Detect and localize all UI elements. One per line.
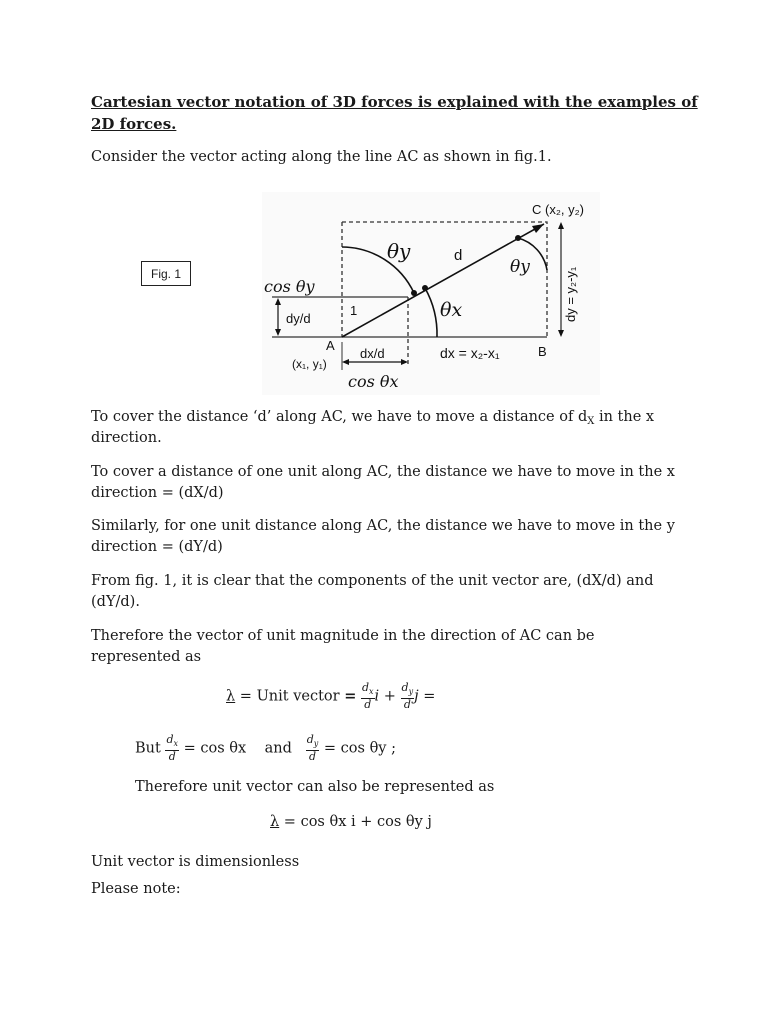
eq1-equals: =: [344, 687, 357, 705]
but-label: But: [135, 740, 161, 757]
label-C: C (x₂, y₂): [532, 202, 584, 217]
label-theta-y-right: θy: [510, 257, 530, 277]
fraction-dy-d-2: $\frac{d_y}{d}$: [306, 733, 319, 764]
paragraph-3-line-1: Similarly, for one unit distance along AC, the distance we have to move in the y: [91, 518, 675, 534]
eq1-end: =: [418, 688, 436, 705]
paragraph-1-line-1: [91, 409, 654, 427]
label-cos-theta-y: cos θy: [264, 277, 315, 296]
paragraph-2-line-1: To cover a distance of one unit along AC, the distance we have to move in the x: [91, 464, 675, 480]
paragraph-5-line-2: represented as: [91, 649, 202, 665]
fraction-dx-d-2: $\frac{d_x}{d}$: [166, 733, 178, 764]
lambda-symbol: λ: [226, 688, 236, 705]
paragraph-5-line-1: Therefore the vector of unit magnitude in the direction of AC can be: [91, 628, 595, 644]
label-dy-vertical: dy = y₂-y₁: [563, 266, 578, 322]
label-theta-y-top: θy: [387, 239, 411, 263]
equation-unit-vector: λ = Unit vector = $\frac{d_x}{d}$ i + $\frac{d_y}{d}$ j =: [226, 681, 436, 712]
paragraph-1-line-2: direction.: [91, 430, 162, 446]
paragraph-4-line-1: From fig. 1, it is clear that the components of the unit vector are, (dX/d) and: [91, 573, 654, 589]
equation-cos-form: [270, 814, 432, 830]
eq1-text: = Unit vector: [235, 688, 345, 705]
fraction-dy-d: $\frac{d_y}{d}$: [401, 681, 414, 712]
figure-label: Fig. 1: [141, 261, 191, 286]
p1-text-a: To cover the distance ‘d’ along AC, we have to move a distance of d: [91, 409, 588, 425]
label-d: d: [454, 247, 463, 264]
heading-line-1: Cartesian vector notation of 3D forces is explained with the examples of: [91, 93, 698, 111]
equation-but: [135, 734, 396, 763]
p1-subscript: X: [587, 416, 595, 427]
p1-text-b: in the x: [594, 409, 655, 425]
paragraph-6: Therefore unit vector can also be represented as: [135, 779, 495, 795]
eq2-cos-theta-y: = cos θy ;: [319, 740, 396, 757]
intro-text: Consider the vector acting along the line AC as shown in fig.1.: [91, 149, 552, 165]
label-A-coords: (x₁, y₁): [292, 357, 327, 371]
paragraph-2-line-2: direction = (dX/d): [91, 485, 224, 501]
eq3-text: = cos θx i + cos θy j: [279, 814, 432, 830]
label-1: 1: [350, 303, 358, 318]
label-A: A: [326, 338, 335, 353]
paragraph-8: Please note:: [91, 881, 181, 897]
label-cos-theta-x: cos θx: [348, 372, 399, 391]
paragraph-3-line-2: direction = (dY/d): [91, 539, 223, 555]
label-theta-x: θx: [440, 299, 463, 321]
and-label: and: [264, 740, 292, 757]
label-B: B: [538, 344, 547, 359]
paragraph-4-line-2: (dY/d).: [91, 594, 140, 610]
label-dx: dx = x₂-x₁: [440, 345, 500, 361]
vector-diagram: [262, 192, 600, 395]
label-dx-d: dx/d: [360, 346, 385, 361]
eq2-cos-theta-x: = cos θx: [179, 740, 247, 757]
figure-1: [262, 192, 600, 395]
fraction-dx-d: $\frac{d_x}{d}$: [361, 681, 374, 712]
paragraph-7: Unit vector is dimensionless: [91, 854, 300, 870]
lambda-symbol-2: λ: [270, 814, 280, 830]
label-dy-d: dy/d: [286, 311, 311, 326]
heading-line-2: 2D forces.: [91, 115, 177, 133]
